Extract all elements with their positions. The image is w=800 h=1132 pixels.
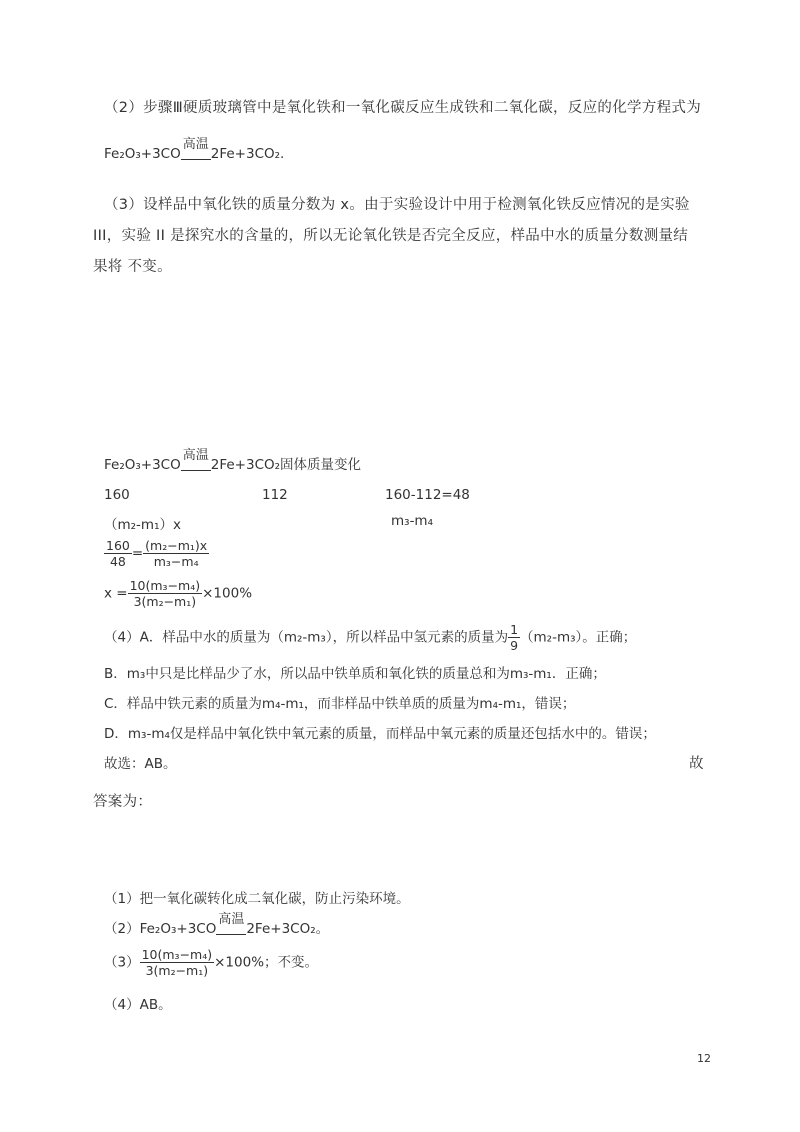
part3-line3: 果将 不变。 <box>93 259 172 275</box>
denominator: m₃−m₄ <box>153 554 199 569</box>
calc-result <box>104 578 252 609</box>
condition-label: 高温 <box>182 448 209 463</box>
equation-right: 2Fe+3CO₂. <box>210 146 285 162</box>
x-prefix: x = <box>104 585 128 602</box>
part4-b: B．m₃中只是比样品少了水，所以品中铁单质和氧化铁的质量总和为m₃-m₁．正确； <box>104 666 606 682</box>
part4-c: C．样品中铁元素的质量为m₄-m₁，而非样品中铁单质的质量为m₄-m₁，错误； <box>104 696 576 712</box>
numerator: 160 <box>106 538 130 553</box>
numerator: 10(m₃−m₄) <box>141 947 213 962</box>
answer-2 <box>104 912 330 939</box>
answer-1: （1）把一氧化碳转化成二氧化碳，防止污染环境。 <box>104 891 410 907</box>
part3-line1: （3）设样品中氧化铁的质量分数为 x。由于实验设计中用于检测氧化铁反应情况的是实验 <box>104 197 690 213</box>
denominator: 48 <box>109 554 126 569</box>
equation-right: 2Fe+3CO₂固体质量变化 <box>210 457 362 473</box>
calc-equation <box>104 448 362 475</box>
fraction-right <box>143 538 209 569</box>
page-number: 12 <box>697 1052 711 1065</box>
reaction-condition <box>181 448 211 475</box>
equation-left: Fe₂O₃+3CO <box>139 921 217 937</box>
option-a-text: （4）A．样品中水的质量为（m₂-m₃），所以样品中氢元素的质量为 <box>104 629 509 646</box>
equation-right: 2Fe+3CO₂。 <box>246 921 330 937</box>
numerator: 1 <box>510 622 519 637</box>
part4-gu: 故 <box>689 756 704 772</box>
part2-equation <box>104 137 285 164</box>
answer-2-prefix: （2） <box>104 921 140 937</box>
fraction-left <box>104 538 132 569</box>
answer-label: 答案为： <box>93 794 153 810</box>
part4-choose: 故选：AB。 <box>104 756 177 772</box>
reaction-condition <box>181 137 211 164</box>
answer-3-fraction <box>140 947 215 978</box>
answer-4: （4）AB。 <box>104 997 172 1013</box>
numerator: 10(m₃−m₄) <box>129 578 201 593</box>
part2-text: （2）步骤Ⅲ硬质玻璃管中是氧化铁和一氧化碳反应生成铁和二氧化碳，反应的化学方程式为 <box>104 100 702 116</box>
equals-sign: = <box>131 545 144 562</box>
reaction-condition <box>216 912 246 939</box>
equation-left: Fe₂O₃+3CO <box>104 146 181 162</box>
answer-3 <box>104 947 318 978</box>
part4-a <box>104 622 636 653</box>
calc-row1-b: 112 <box>262 487 288 503</box>
option-a-end: （m₂-m₃）。正确； <box>520 629 637 646</box>
calc-proportion <box>104 538 209 569</box>
part4-d: D．m₃-m₄仅是样品中氧化铁中氧元素的质量，而样品中氧元素的质量还包括水中的。错误； <box>104 726 656 742</box>
percent-suffix: ×100% <box>202 585 253 602</box>
denominator: 3(m₂−m₁) <box>145 963 209 978</box>
denominator: 9 <box>510 638 519 653</box>
calc-row1-a: 160 <box>104 487 130 503</box>
calc-row2-a: （m₂-m₁）x <box>104 517 181 533</box>
calc-row2-c: m₃-m₄ <box>391 513 433 529</box>
condition-label: 高温 <box>218 912 245 927</box>
answer-3-suffix: ×100%；不变。 <box>214 954 319 971</box>
part3-line2: III，实验 II 是探究水的含量的，所以无论氧化铁是否完全反应，样品中水的质量分数测量结 <box>93 228 689 244</box>
answer-3-prefix: （3） <box>104 954 140 971</box>
result-fraction <box>128 578 203 609</box>
calc-row1-c: 160-112=48 <box>385 487 470 503</box>
one-ninth-fraction <box>508 622 520 653</box>
equation-left: Fe₂O₃+3CO <box>104 457 181 473</box>
denominator: 3(m₂−m₁) <box>133 594 197 609</box>
numerator: (m₂−m₁)x <box>145 538 208 553</box>
condition-label: 高温 <box>182 137 209 152</box>
